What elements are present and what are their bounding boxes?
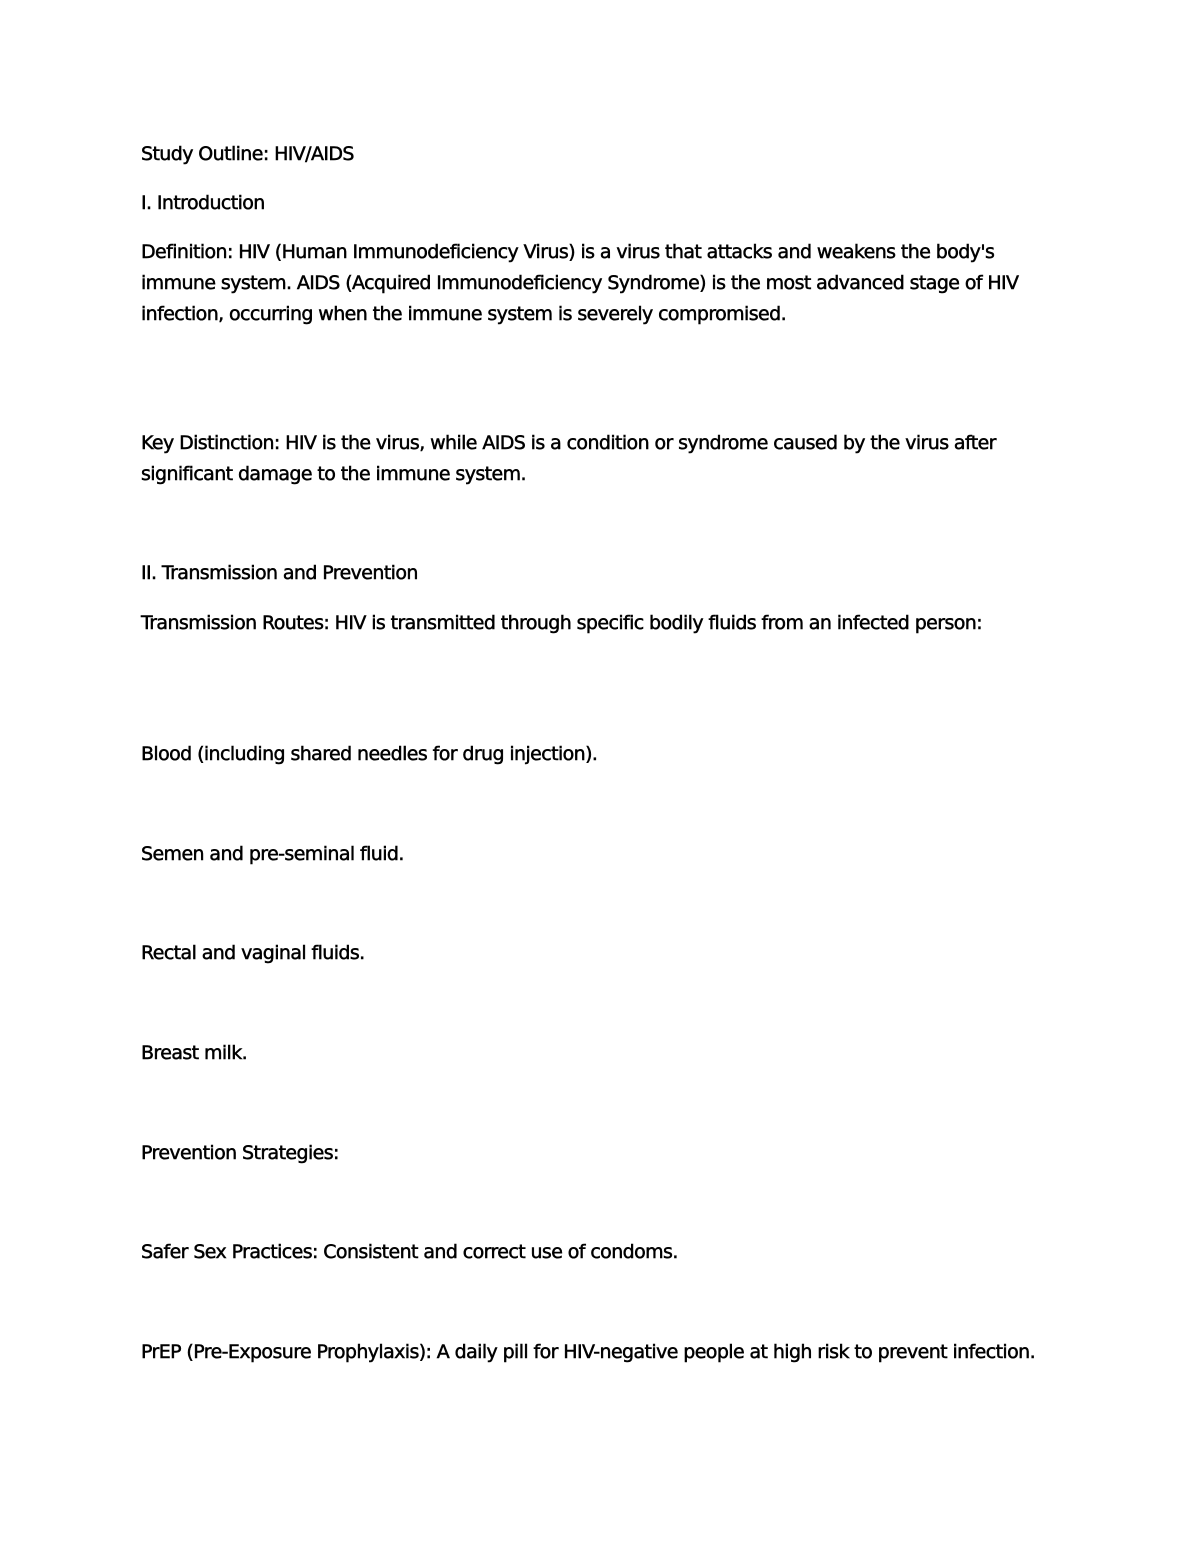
fluid-item-blood: Blood (including shared needles for drug injection). [141, 743, 598, 765]
key-distinction-paragraph: Key Distinction: HIV is the virus, while AIDS is a condition or syndrome caused by the virus after significant damage to the immune system. [141, 432, 996, 485]
definition-paragraph: Definition: HIV (Human Immunodeficiency Virus) is a virus that attacks and weakens the body's immune system. AIDS (Acquired Immunodeficiency Syndrome) is the most advanced stage of HIV infection, occurring when the immune system is severely compromised. [141, 241, 1019, 325]
prevention-strategies-heading: Prevention Strategies: [141, 1142, 339, 1164]
section-heading-transmission: II. Transmission and Prevention [141, 562, 418, 584]
prevention-item-prep: PrEP (Pre-Exposure Prophylaxis): A daily pill for HIV-negative people at high risk to prevent infection. [141, 1341, 1036, 1363]
section-heading-introduction: I. Introduction [141, 192, 265, 214]
prevention-item-safer-sex: Safer Sex Practices: Consistent and correct use of condoms. [141, 1241, 678, 1263]
document-title: Study Outline: HIV/AIDS [141, 143, 354, 165]
transmission-routes-paragraph: Transmission Routes: HIV is transmitted through specific bodily fluids from an infected person: [141, 612, 983, 634]
fluid-item-semen: Semen and pre-seminal fluid. [141, 843, 404, 865]
fluid-item-rectal-vaginal: Rectal and vaginal fluids. [141, 942, 365, 964]
fluid-item-breast-milk: Breast milk. [141, 1042, 248, 1064]
